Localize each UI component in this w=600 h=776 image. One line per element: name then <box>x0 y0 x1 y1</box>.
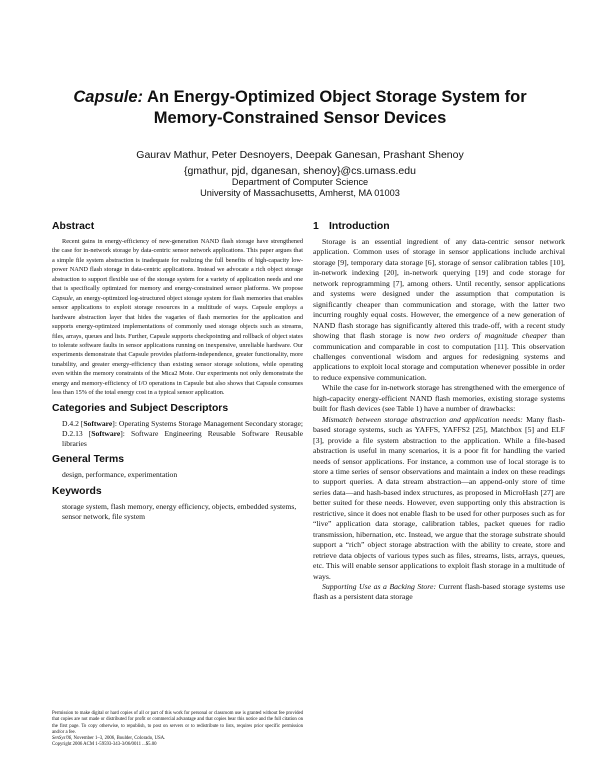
intro-paragraph-2: While the case for in-network storage has strengthened with the emergence of high-capacity energy-efficient NAND flash memories, existing storage systems built for flash devices (see Table 1) have a number of drawbacks: <box>313 383 565 414</box>
abstract-text <box>52 237 303 398</box>
title-system-name: Capsule: <box>73 88 144 106</box>
author-emails: {gmathur, pjd, dganesan, shenoy}@cs.umass.edu <box>184 165 416 177</box>
categories-part2: ]: Operating Systems Storage Management Secondary storage; D.2.13 [ <box>62 418 304 438</box>
left-column <box>52 220 303 526</box>
intro-p1-part2: than communication and comparable in cost to computation [11]. This observation challenges conventional wisdom and argues for redesigning systems and applications to exploit local storage and computation whenever possible in order to reduce expensive communication. <box>313 331 565 382</box>
abstract-heading: Abstract <box>52 221 95 232</box>
section-number: 1 <box>313 221 319 232</box>
permission-notice <box>52 711 303 749</box>
university: University of Massachusetts, Amherst, MA 01003 <box>200 187 400 198</box>
general-terms-text: design, performance, experimentation <box>62 470 178 480</box>
intro-paragraph-4 <box>313 582 565 603</box>
title-line1: An Energy-Optimized Object Storage System for <box>147 88 527 106</box>
abstract-text-part2: , an energy-optimized log-structured object storage system for flash memories that enables sensor applications to exploit storage resources in a multitude of ways. Capsule employs a hardware abstraction layer that hides the vagaries of flash memories for the application and supports energy-optimized implementations of commonly used storage objects such as streams, files, arrays, queues and lists. Further, Capsule supports checkpointing and rollback of object states to tolerate software faults in sensor applications running on inexpensive, unreliable hardware. Our experiments demonstrate that Capsule provides platform-independence, greater functionality, more tunability, and greater energy-efficiency than existing sensor storage solutions, while operating even within the memory constraints of the Mica2 Mote. Our experiments not only demonstrate the energy and memory-efficiency of I/O operations in Capsule but also shows that Capsule consumes less than 15% of the total energy cost in a typical sensor application. <box>52 294 303 397</box>
introduction-heading <box>313 220 565 233</box>
permission-text: Permission to make digital or hard copies of all or part of this work for personal or classroom use is granted without fee provided that copies are not made or distributed for profit or commercial advantage and that copies bear this notice and the full citation on the first page. To copy otherwise, to republish, to post on servers or to redistribute to lists, requires prior specific permission and/or a fee. <box>52 711 303 735</box>
categories-part1: D.4.2 [ <box>62 418 84 428</box>
abstract-text-part1: Recent gains in energy-efficiency of new-generation NAND flash storage have strengthened the case for in-network storage by data-centric sensor network applications. This paper argues that a simple file system abstraction is inadequate for realizing the full benefits of high-capacity low-power NAND flash storage in data-centric applications. Instead we advocate a rich object storage abstraction to support flexible use of the storage system for a variety of application needs and one that is specifically optimized for memory and energy-constrained sensor platforms. We propose <box>52 238 303 293</box>
title-line2: Memory-Constrained Sensor Devices <box>153 109 447 127</box>
keywords-text: storage system, flash memory, energy efficiency, objects, embedded systems, sensor network, file system <box>62 501 297 521</box>
abstract-capsule-term: Capsule <box>52 294 73 302</box>
categories-text <box>62 419 303 450</box>
intro-paragraph-1 <box>313 237 565 383</box>
intro-p1-emphasis: two orders of magnitude cheaper <box>434 331 548 341</box>
intro-paragraph-3 <box>313 415 565 582</box>
categories-heading: Categories and Subject Descriptors <box>52 402 229 414</box>
keywords-heading: Keywords <box>52 485 102 497</box>
copyright-line: Copyright 2006 ACM 1-59593-343-3/06/0011 ...$5.00 <box>52 742 157 748</box>
intro-p3-text: Many flash-based storage systems, such as YAFFS, YAFFS2 [25], Matchbox [5] and ELF [3], provide a file system abstraction to the application. While a file-based abstraction is useful in many scenarios, it is a poor fit for handling the varied needs of sensor applications. For instance, a common use of local storage is to store a time series of sensor observations and maintain a index on these readings to support queries. A data stream abstraction—an append-only store of time series data—and hash-based index structures, as proposed in MicroHash [27] are better suited for these needs. However, even supporting only this abstraction is restrictive, since it does not enable flash to be used for other purposes such as for “live” application data storage, calibration tables, packet queues for radio transmission, hibernation, etc. Instead, we argue that the storage substrate should support a “rich” object storage abstraction with the ability to create, store and retrieve data objects of various types such as files, streams, lists, arrays, queues, etc. This will enable sensor applications to exploit flash storage in a multitude of ways. <box>313 414 565 581</box>
affiliation <box>40 165 560 198</box>
categories-software-1: Software <box>83 418 113 428</box>
author-list: Gaurav Mathur, Peter Desnoyers, Deepak Ganesan, Prashant Shenoy <box>136 149 464 161</box>
intro-p1-part1: Storage is an essential ingredient of any data-centric sensor network application. Common uses of storage in sensor applications include archival storage [9], temporary data storage [6], storage of sensor calibration tables [10], in-network indexing [20], in-network querying [19] and code storage for network reprogramming [7], among others. Until recently, sensor applications and systems were designed under the assumption that computation is significantly cheaper than communication and storage, with the latter two incurring roughly equal costs. However, the emergence of a new generation of NAND flash storage has significantly altered this trade-off, with a recent study showing that flash storage is now <box>313 237 565 341</box>
right-column <box>313 220 565 603</box>
intro-p3-lead: Mismatch between storage abstraction and application needs: <box>322 414 523 424</box>
categories-part3: ]: Software Engineering Reusable Software Reusable libraries <box>62 428 303 449</box>
intro-p4-lead: Supporting Use as a Backing Store: <box>322 581 437 591</box>
intro-p4-text: Current flash-based storage systems use flash as a persistent data storage <box>313 581 565 602</box>
department: Department of Computer Science <box>231 177 369 187</box>
section-title: Introduction <box>329 221 390 232</box>
conference-venue: SenSys'06, <box>52 736 73 742</box>
categories-software-2: Software <box>91 428 121 438</box>
general-terms-heading: General Terms <box>52 454 124 466</box>
conference-date: November 1–3, 2006, Boulder, Colorado, USA. <box>72 736 166 742</box>
paper-title <box>40 87 560 129</box>
